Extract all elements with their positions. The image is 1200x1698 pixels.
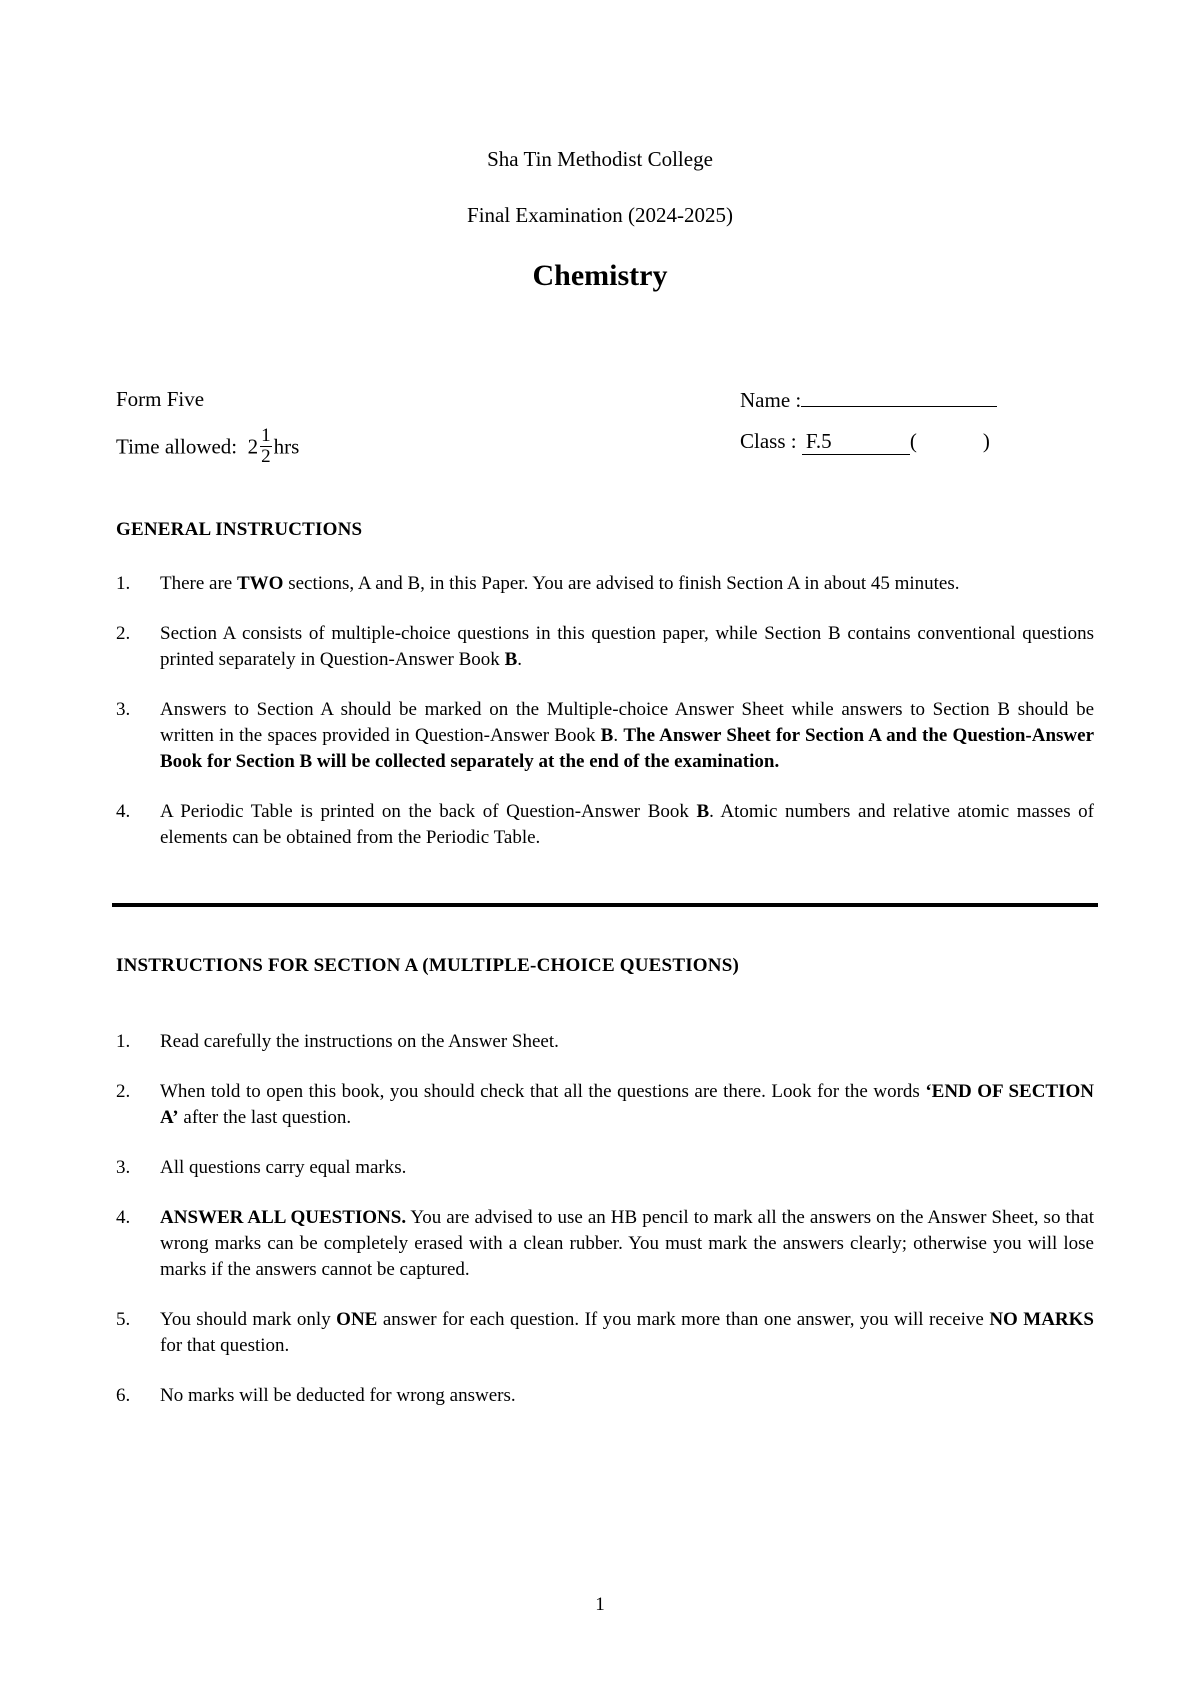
section-divider <box>112 903 1098 907</box>
school-name: Sha Tin Methodist College <box>487 147 713 171</box>
item-emphasis: TWO <box>237 573 284 594</box>
item-emphasis: NO MARKS <box>989 1309 1094 1330</box>
item-number: 3. <box>116 699 131 720</box>
item-text: There are <box>160 573 237 594</box>
item-text: . <box>517 649 522 670</box>
item-emphasis: ANSWER ALL QUESTIONS. <box>160 1207 407 1228</box>
item-emphasis: ‘END OF SECTION A’ <box>160 1081 1094 1128</box>
item-text: . Atomic numbers and relative atomic masses of elements can be obtained from the Periodic Table. <box>160 801 1094 848</box>
general-instructions-heading: GENERAL INSTRUCTIONS <box>116 519 363 540</box>
item-text: answer for each question. If you mark more than one answer, you will receive <box>377 1309 990 1330</box>
item-text: for that question. <box>160 1335 290 1356</box>
item-emphasis: B <box>600 725 614 746</box>
item-emphasis: B <box>504 649 518 670</box>
item-text: A Periodic Table is printed on the back of Question-Answer Book <box>160 801 697 822</box>
item-text: Answers to Section A should be marked on the Multiple-choice Answer Sheet while answers to Section B should be written in the spaces provided in Question-Answer Book <box>160 699 1094 746</box>
name-blank <box>801 386 997 407</box>
item-emphasis: B <box>696 801 710 822</box>
fraction-denominator: 2 <box>261 446 271 467</box>
item-number: 2. <box>116 1081 131 1102</box>
time-unit: hrs <box>273 434 300 459</box>
time-allowed <box>116 425 300 469</box>
list-item <box>116 697 1094 775</box>
item-number: 4. <box>116 801 131 822</box>
name-label: Name : <box>740 388 802 412</box>
item-number: 2. <box>116 623 131 644</box>
list-item <box>116 799 1094 851</box>
time-label: Time allowed: <box>116 434 238 459</box>
list-item <box>116 1383 1094 1409</box>
item-number: 1. <box>116 573 131 594</box>
item-emphasis: The Answer Sheet for Section A and the Question-Answer Book for Section B will be collected separately at the end of the examination. <box>160 725 1094 772</box>
list-item <box>116 1079 1094 1131</box>
time-whole: 2 <box>247 434 259 459</box>
subject-title: Chemistry <box>532 259 668 292</box>
name-field <box>740 386 997 413</box>
section-a-instructions-list <box>116 1029 1094 1409</box>
item-emphasis: ONE <box>336 1309 378 1330</box>
item-text: Read carefully the instructions on the Answer Sheet. <box>160 1031 559 1052</box>
class-field <box>740 428 990 455</box>
list-item <box>116 1307 1094 1359</box>
item-number: 3. <box>116 1157 131 1178</box>
item-number: 5. <box>116 1309 131 1330</box>
page-number: 1 <box>595 1594 605 1615</box>
time-fraction <box>260 426 272 467</box>
item-number: 1. <box>116 1031 131 1052</box>
list-item <box>116 1205 1094 1283</box>
list-item <box>116 571 1094 597</box>
section-a-instructions-heading: INSTRUCTIONS FOR SECTION A (MULTIPLE-CHOICE QUESTIONS) <box>116 955 739 976</box>
item-text: You should mark only <box>160 1309 337 1330</box>
item-text: When told to open this book, you should check that all the questions are there. Look for the words <box>160 1081 926 1102</box>
list-item <box>116 1155 1094 1181</box>
item-text: You are advised to use an HB pencil to mark all the answers on the Answer Sheet, so that wrong marks can be completely erased with a clean rubber. You must mark the answers clearly; otherwise you will lose marks if the answers cannot be captured. <box>160 1207 1094 1280</box>
class-number-open: ( <box>909 429 917 453</box>
item-text: No marks will be deducted for wrong answers. <box>160 1385 516 1406</box>
fraction-numerator: 1 <box>261 425 271 446</box>
class-label: Class : <box>740 429 797 453</box>
form-level: Form Five <box>116 387 205 411</box>
list-item <box>116 1029 1094 1055</box>
item-number: 4. <box>116 1207 131 1228</box>
class-value: F.5 <box>802 428 910 455</box>
class-number-close: ) <box>982 429 990 453</box>
item-text: Section A consists of multiple-choice questions in this question paper, while Section B contains conventional questions printed separately in Question-Answer Book <box>160 623 1094 670</box>
item-text: All questions carry equal marks. <box>160 1157 407 1178</box>
item-text: after the last question. <box>178 1107 352 1128</box>
item-text: sections, A and B, in this Paper. You are advised to finish Section A in about 45 minutes. <box>283 573 960 594</box>
item-number: 6. <box>116 1385 131 1406</box>
general-instructions-list <box>116 571 1094 851</box>
item-text: . <box>613 725 624 746</box>
list-item <box>116 621 1094 673</box>
exam-title: Final Examination (2024-2025) <box>467 203 733 227</box>
